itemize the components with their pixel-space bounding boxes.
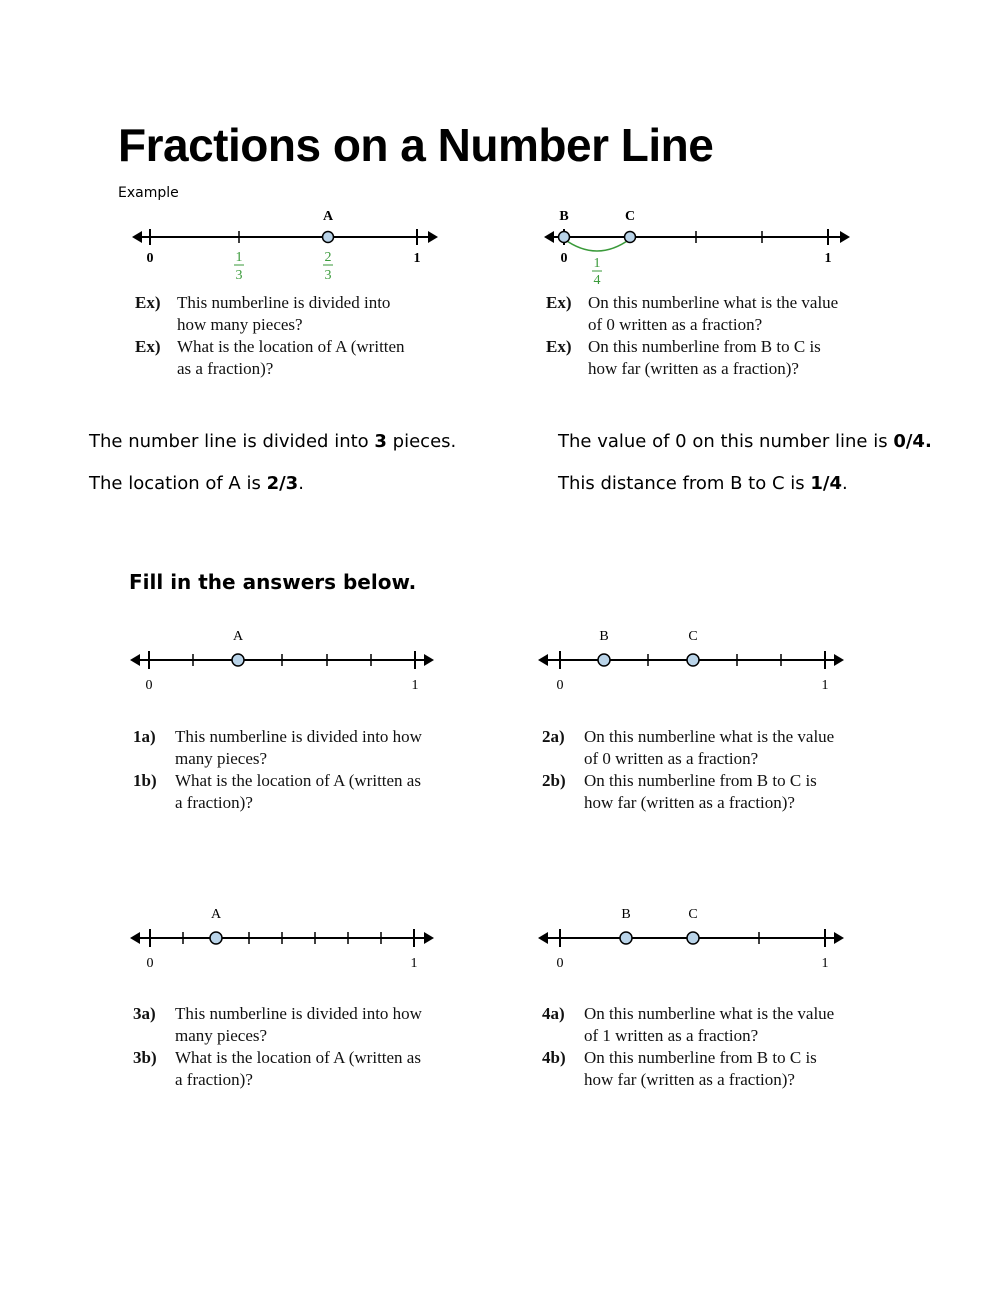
zero-label: 0 xyxy=(556,956,564,971)
page-title: Fractions on a Number Line xyxy=(118,119,714,171)
example-label: Example xyxy=(118,185,179,201)
example-questions-right: Ex) On this numberline what is the value of 0 written as a fraction? Ex) On this numberline from B to C is how far (written as a fraction)? xyxy=(546,293,839,378)
questions-1: 1a) This numberline is divided into how many pieces? 1b) What is the location of A (written as a fraction)? xyxy=(133,727,422,812)
example-number-line-right xyxy=(542,205,862,288)
svg-text:3: 3 xyxy=(324,268,332,283)
one-label: 1 xyxy=(821,678,829,693)
point-a-marker xyxy=(210,932,222,944)
point-a-label: A xyxy=(322,209,334,224)
one-label: 1 xyxy=(824,251,832,266)
point-c-label: C xyxy=(624,209,636,224)
point-c-label: C xyxy=(688,907,698,922)
problem-1-number-line xyxy=(130,627,450,697)
zero-label: 0 xyxy=(146,956,154,971)
svg-text:4: 4 xyxy=(593,273,601,288)
one-label: 1 xyxy=(821,956,829,971)
point-c-marker xyxy=(687,654,699,666)
fill-heading: Fill in the answers below. xyxy=(129,570,417,594)
one-label: 1 xyxy=(413,251,421,266)
fraction-two-thirds xyxy=(323,250,333,283)
svg-text:1: 1 xyxy=(235,250,243,265)
problem-4-number-line xyxy=(538,905,858,975)
point-b-marker xyxy=(620,932,632,944)
one-label: 1 xyxy=(410,956,418,971)
zero-label: 0 xyxy=(146,251,154,266)
example-questions-left: Ex) This numberline is divided into how many pieces? Ex) What is the location of A (written as a fraction)? xyxy=(135,293,405,378)
answer-distance-bc: This distance from B to C is 1/4. xyxy=(558,473,848,494)
point-b-label: B xyxy=(621,907,631,922)
fraction-one-third xyxy=(234,250,244,283)
point-b-marker xyxy=(559,232,570,243)
svg-text:3: 3 xyxy=(235,268,243,283)
point-c-marker xyxy=(687,932,699,944)
questions-3: 3a) This numberline is divided into how many pieces? 3b) What is the location of A (written as a fraction)? xyxy=(133,1004,422,1089)
one-label: 1 xyxy=(411,678,419,693)
point-c-label: C xyxy=(688,629,698,644)
point-a-label: A xyxy=(210,907,222,922)
problem-3-number-line xyxy=(130,905,450,975)
zero-label: 0 xyxy=(556,678,564,693)
example-number-line-left xyxy=(130,205,450,285)
answer-value-zero: The value of 0 on this number line is 0/4. xyxy=(558,431,932,452)
point-b-marker xyxy=(598,654,610,666)
point-b-label: B xyxy=(559,209,569,224)
point-a-marker xyxy=(323,232,334,243)
svg-text:1: 1 xyxy=(593,256,601,271)
questions-2: 2a) On this numberline what is the value of 0 written as a fraction? 2b) On this numberline from B to C is how far (written as a fraction)? xyxy=(542,727,835,812)
zero-label: 0 xyxy=(560,251,568,266)
svg-text:2: 2 xyxy=(324,250,332,265)
zero-label: 0 xyxy=(145,678,153,693)
point-a-marker xyxy=(232,654,244,666)
point-c-marker xyxy=(625,232,636,243)
fraction-one-fourth xyxy=(592,256,602,288)
problem-2-number-line xyxy=(538,627,858,697)
point-b-label: B xyxy=(599,629,609,644)
answer-location-a: The location of A is 2/3. xyxy=(89,473,304,494)
questions-4: 4a) On this numberline what is the value of 1 written as a fraction? 4b) On this numberline from B to C is how far (written as a fraction)? xyxy=(542,1004,835,1089)
answer-pieces: The number line is divided into 3 pieces. xyxy=(89,431,457,452)
point-a-label: A xyxy=(232,629,244,644)
